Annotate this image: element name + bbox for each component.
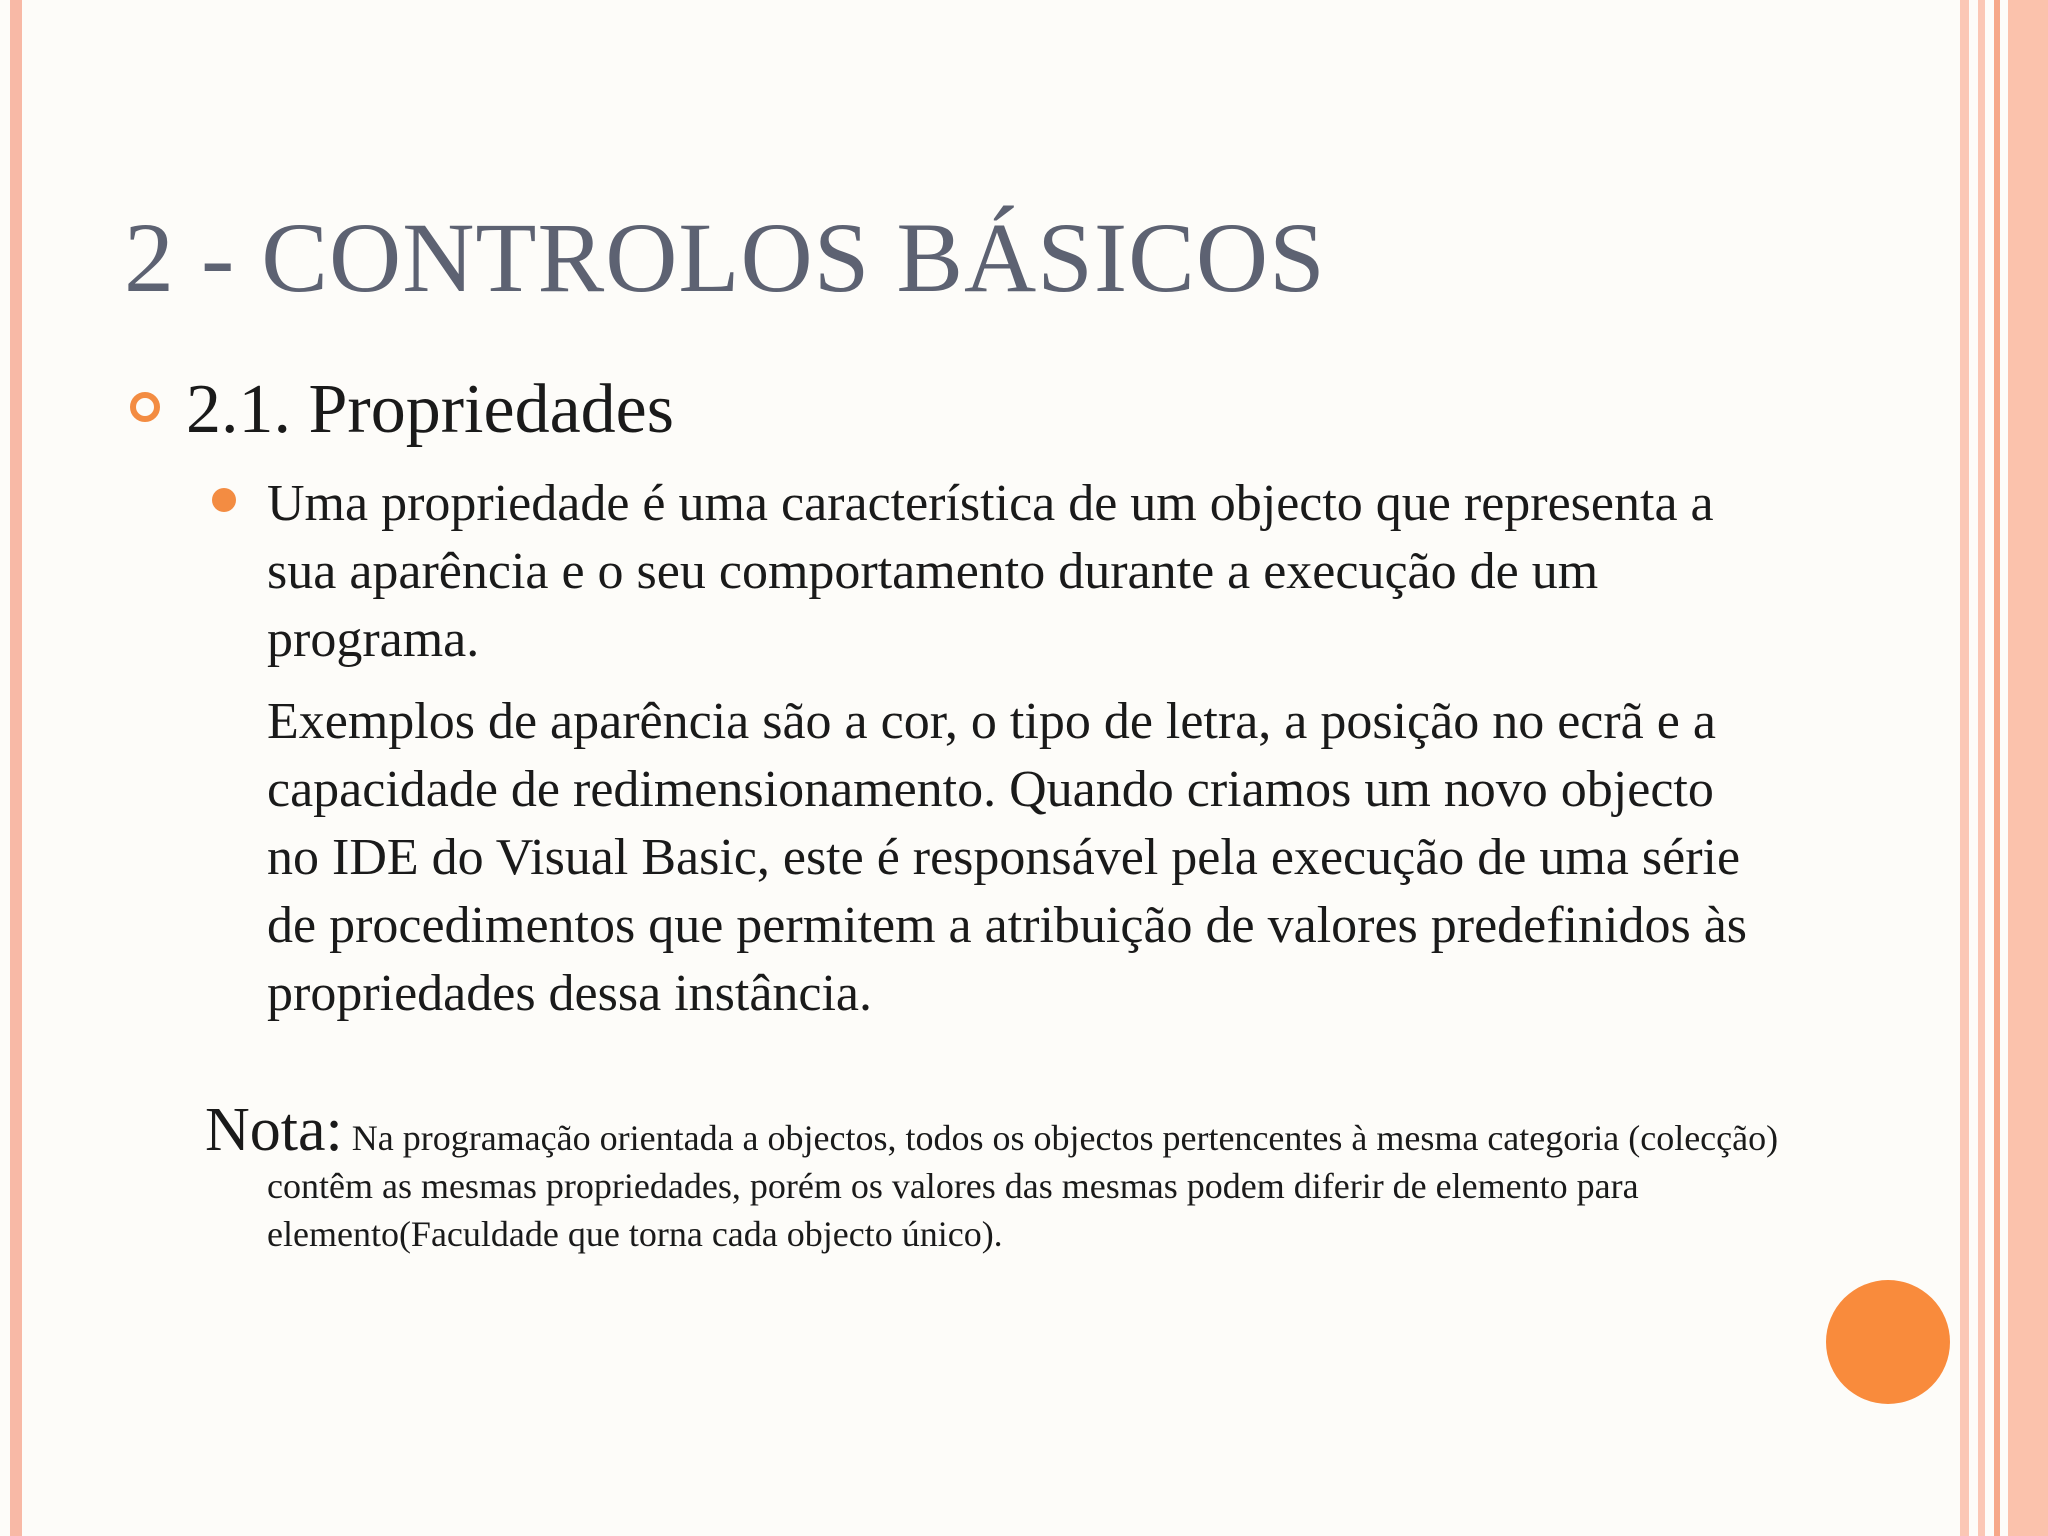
section-heading: 2.1. Propriedades: [186, 371, 674, 448]
right-border-stripe-1: [1960, 0, 1969, 1536]
ring-bullet-icon: [130, 392, 160, 422]
note-block: [205, 1096, 1827, 1258]
right-border-stripe-3: [1994, 0, 2000, 1536]
slide-title: 2 - CONTROLOS BÁSICOS: [124, 202, 1326, 313]
note-text: Na programação orientada a objectos, todos os objectos pertencentes à mesma categoria (colecção) contêm as mesmas propriedades, porém os valores das mesmas podem diferir de elemento para elemento(Faculdade que torna cada objecto único).: [267, 1118, 1779, 1254]
note-label: Nota:: [205, 1096, 343, 1164]
paragraph-examples: Exemplos de aparência são a cor, o tipo de letra, a posição no ecrã e a capacidade de redimensionamento. Quando criamos um novo objecto no IDE do Visual Basic, este é responsável pela execução de uma série de procedimentos que permitem a atribuição de valores predefinidos às propriedades dessa instância.: [267, 693, 1748, 1022]
dot-bullet-icon: [212, 488, 236, 512]
right-border-stripe-4: [2008, 0, 2048, 1536]
decorative-orange-circle: [1826, 1280, 1950, 1404]
right-border-stripe-2: [1978, 0, 1985, 1536]
paragraph-definition: Uma propriedade é uma característica de um objecto que representa a sua aparência e o seu comportamento durante a execução de um programa.: [267, 475, 1714, 668]
left-border-stripe: [10, 0, 22, 1536]
